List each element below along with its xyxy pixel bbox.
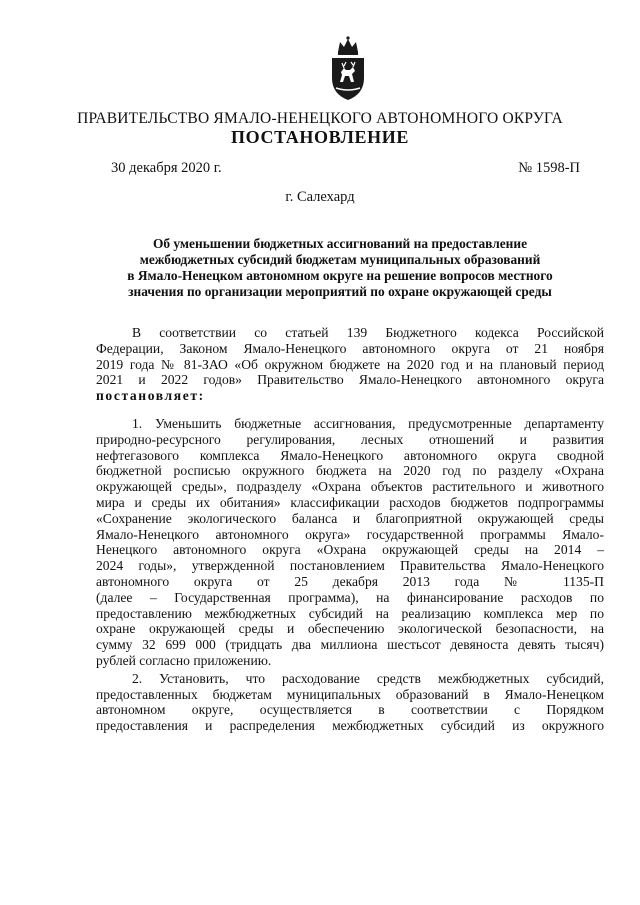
title-line: Об уменьшении бюджетных ассигнований на предоставление — [152, 236, 528, 251]
government-name: ПРАВИТЕЛЬСТВО ЯМАЛО-НЕНЕЦКОГО АВТОНОМНОГО ОКРУГА — [77, 110, 563, 127]
item-2-paragraph — [96, 671, 604, 734]
body-line: 1. Уменьшить бюджетные ассигнования, предусмотренные департаменту — [132, 415, 604, 431]
title-line: межбюджетных субсидий бюджетам муниципальных образований — [139, 252, 541, 267]
body-line: Ненецкого автономного округа «Охрана окружающей среды на 2014 – — [96, 542, 604, 558]
body-line: природно-ресурсного регулирования, лесных отношений и развития — [96, 431, 604, 447]
body-line: бюджетной росписью окружного бюджета на 2020 год по разделу «Охрана — [96, 463, 604, 479]
document-number: № 1598-П — [518, 160, 580, 176]
body-line: В соответствии со статьей 139 Бюджетного кодекса Российской — [132, 325, 604, 340]
body-line: сумму 32 699 000 (тридцать два миллиона шестьсот девяноста девять тысяч) — [96, 637, 604, 653]
document-type: ПОСТАНОВЛЕНИЕ — [231, 127, 409, 147]
body-line: мира и среды их обитания» классификации расходов бюджетов подпрограммы — [96, 494, 604, 510]
body-line: (далее – Государственная программа), на финансирование расходов по — [96, 589, 604, 605]
title-line: в Ямало-Ненецком автономном округе на решение вопросов местного — [127, 268, 553, 283]
title-line: значения по организации мероприятий по охране окружающей среды — [128, 284, 552, 299]
body-line: автономного округа от 25 декабря 2013 года № 1135-П — [96, 573, 604, 589]
body-line: Ямало-Ненецкого автономного округа» государственной программы Ямало- — [96, 526, 604, 542]
document-city: г. Салехард — [285, 189, 355, 205]
body-line: «Сохранение экологического баланса и благоприятной окружающей среды — [96, 510, 604, 526]
coat-of-arms-icon — [326, 34, 370, 104]
body-line: нефтегазового комплекса Ямало-Ненецкого автономного округа сводной — [96, 447, 604, 463]
body-line: 2. Установить, что расходование средств межбюджетных субсидий, — [132, 670, 604, 686]
document-title — [100, 236, 580, 300]
body-line: предоставления и распределения межбюджетных субсидий из окружного — [96, 718, 604, 734]
body-line: 2024 годы», утвержденной постановлением Правительства Ямало-Ненецкого — [96, 558, 604, 574]
body-line: окружающей среды», подразделу «Охрана объектов растительного и животного — [96, 479, 604, 495]
preamble-paragraph — [96, 325, 604, 404]
body-line: Федерации, Законом Ямало-Ненецкого автономного округа от 21 ноября — [96, 340, 604, 356]
resolves-word: постановляет: — [96, 388, 205, 404]
body-line: 2019 года № 81-ЗАО «Об окружном бюджете на 2020 год и на плановый период — [96, 356, 604, 372]
body-line: предоставлению межбюджетных субсидий на реализацию комплекса мер по — [96, 605, 604, 621]
body-line: охране окружающей среды и обеспечению экологической безопасности, на — [96, 621, 604, 637]
body-line: автономном округе, осуществляется в соответствии с Порядком — [96, 702, 604, 718]
body-line: 2021 и 2022 годов» Правительство Ямало-Ненецкого автономного округа — [96, 372, 604, 388]
body-line: предоставленных бюджетам муниципальных образований в Ямало-Ненецком — [96, 686, 604, 702]
body-line: рублей согласно приложению. — [96, 652, 272, 668]
document-body — [96, 325, 604, 734]
item-1-paragraph — [96, 416, 604, 669]
document-date: 30 декабря 2020 г. — [111, 160, 222, 176]
